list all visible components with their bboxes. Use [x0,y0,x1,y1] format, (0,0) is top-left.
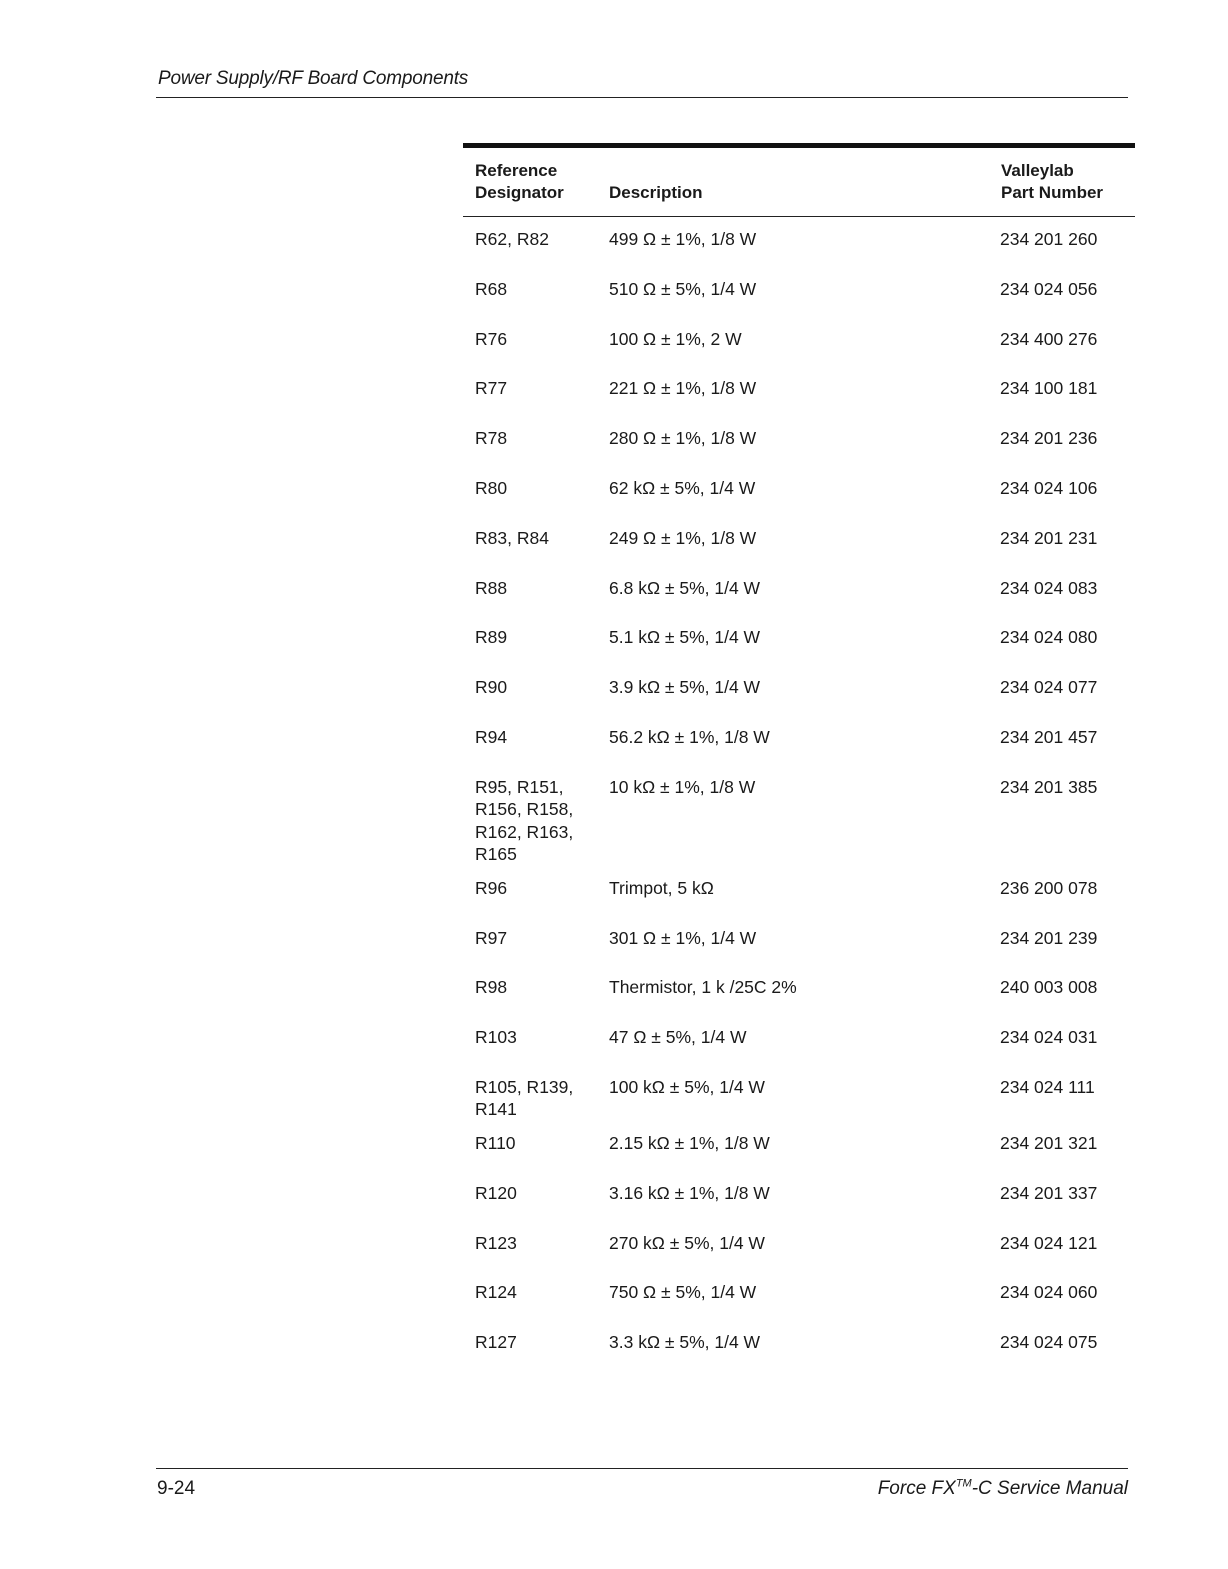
reference-designator: R95, R151, R156, R158, R162, R163, R165 [475,776,574,865]
description: 249 Ω ± 1%, 1/8 W [609,527,757,548]
part-number: 234 201 385 [1000,776,1098,797]
part-number: 234 400 276 [1000,328,1098,349]
column-header-reference-line1: Reference [475,161,558,180]
description: 280 Ω ± 1%, 1/8 W [609,428,757,449]
table-row [463,615,1135,665]
description: 3.3 kΩ ± 5%, 1/4 W [609,1332,761,1353]
header-divider [156,97,1128,98]
manual-title-prefix: Force FX [877,1478,956,1499]
description: 3.9 kΩ ± 5%, 1/4 W [609,677,761,698]
reference-designator: R103 [475,1027,517,1048]
description: 510 Ω ± 5%, 1/4 W [609,278,757,299]
table-row [463,1015,1135,1065]
table-row [463,217,1135,267]
part-number: 234 024 121 [1000,1232,1098,1253]
page-number: 9-24 [157,1478,196,1499]
table-row [463,516,1135,566]
column-header-reference-line2: Designator [475,183,564,202]
part-number: 234 201 321 [1000,1132,1098,1153]
column-header-part-line2: Part Number [1001,183,1104,202]
description: 6.8 kΩ ± 5%, 1/4 W [609,577,761,598]
description: 2.15 kΩ ± 1%, 1/8 W [609,1132,770,1153]
column-header-part-line1: Valleylab [1001,161,1074,180]
reference-designator: R105, R139, R141 [475,1076,574,1120]
manual-title [878,1478,1128,1500]
table-row [463,665,1135,715]
part-number: 234 024 056 [1000,278,1098,299]
reference-designator: R80 [475,477,508,498]
part-number: 234 201 260 [1000,229,1098,249]
table-row [463,1171,1135,1221]
part-number: 234 100 181 [1000,378,1098,399]
reference-designator: R88 [475,577,508,598]
part-number: 234 024 077 [1000,677,1098,698]
footer-divider [156,1468,1128,1469]
table-row [463,916,1135,966]
reference-designator: R68 [475,278,508,299]
reference-designator: R120 [475,1182,517,1203]
part-number: 234 024 075 [1000,1332,1098,1353]
manual-title-suffix: -C Service Manual [971,1478,1128,1499]
table-row [463,1270,1135,1320]
part-number: 234 201 457 [1000,726,1098,747]
reference-designator: R98 [475,977,508,998]
reference-designator: R124 [475,1282,517,1303]
table-row [463,1320,1135,1370]
trademark-mark: TM [955,1477,972,1490]
part-number: 240 003 008 [1000,977,1098,998]
part-number: 234 201 236 [1000,428,1098,449]
description: 499 Ω ± 1%, 1/8 W [609,229,757,249]
description: 301 Ω ± 1%, 1/4 W [609,927,757,948]
description: 270 kΩ ± 5%, 1/4 W [609,1232,765,1253]
reference-designator: R77 [475,378,508,399]
description: 100 kΩ ± 5%, 1/4 W [609,1076,765,1097]
column-header-reference [475,160,564,204]
part-number: 234 024 106 [1000,477,1098,498]
part-number: 234 024 060 [1000,1282,1098,1303]
table-row [463,317,1135,367]
reference-designator: R76 [475,328,508,349]
description: 221 Ω ± 1%, 1/8 W [609,378,757,399]
description: 10 kΩ ± 1%, 1/8 W [609,776,756,797]
description: 47 Ω ± 5%, 1/4 W [609,1027,747,1048]
part-number: 234 024 031 [1000,1027,1098,1048]
table-row [463,1221,1135,1271]
reference-designator: R94 [475,726,508,747]
table-row [463,765,1135,866]
description: Trimpot, 5 kΩ [609,877,714,898]
table-header [463,148,1135,216]
reference-designator: R123 [475,1232,517,1253]
table-row [463,466,1135,516]
part-number: 234 024 080 [1000,627,1098,648]
reference-designator: R96 [475,877,508,898]
table-row [463,1121,1135,1171]
table-row [463,965,1135,1015]
description: 56.2 kΩ ± 1%, 1/8 W [609,726,770,747]
reference-designator: R97 [475,927,508,948]
table-body [463,217,1135,1370]
table-row [463,416,1135,466]
column-header-part-number [1001,160,1103,204]
table-row [463,566,1135,616]
reference-designator: R90 [475,677,508,698]
table-row [463,267,1135,317]
part-number: 234 201 231 [1000,527,1098,548]
description: 5.1 kΩ ± 5%, 1/4 W [609,627,761,648]
column-header-description: Description [609,183,703,202]
description: 62 kΩ ± 5%, 1/4 W [609,477,756,498]
running-head-title: Power Supply/RF Board Components [158,68,469,89]
reference-designator: R127 [475,1332,517,1353]
reference-designator: R89 [475,627,508,648]
description: 750 Ω ± 5%, 1/4 W [609,1282,757,1303]
table-row [463,366,1135,416]
part-number: 236 200 078 [1000,877,1098,898]
part-number: 234 201 239 [1000,927,1098,948]
description: 3.16 kΩ ± 1%, 1/8 W [609,1182,770,1203]
description: Thermistor, 1 k /25C 2% [609,977,797,998]
description: 100 Ω ± 1%, 2 W [609,328,742,349]
part-number: 234 201 337 [1000,1182,1098,1203]
reference-designator: R62, R82 [475,229,549,249]
part-number: 234 024 083 [1000,577,1098,598]
reference-designator: R110 [475,1132,516,1153]
table-row [463,715,1135,765]
reference-designator: R78 [475,428,508,449]
parts-table [463,143,1135,1370]
reference-designator: R83, R84 [475,527,549,548]
table-row [463,1065,1135,1121]
table-row [463,866,1135,916]
part-number: 234 024 111 [1000,1076,1095,1097]
